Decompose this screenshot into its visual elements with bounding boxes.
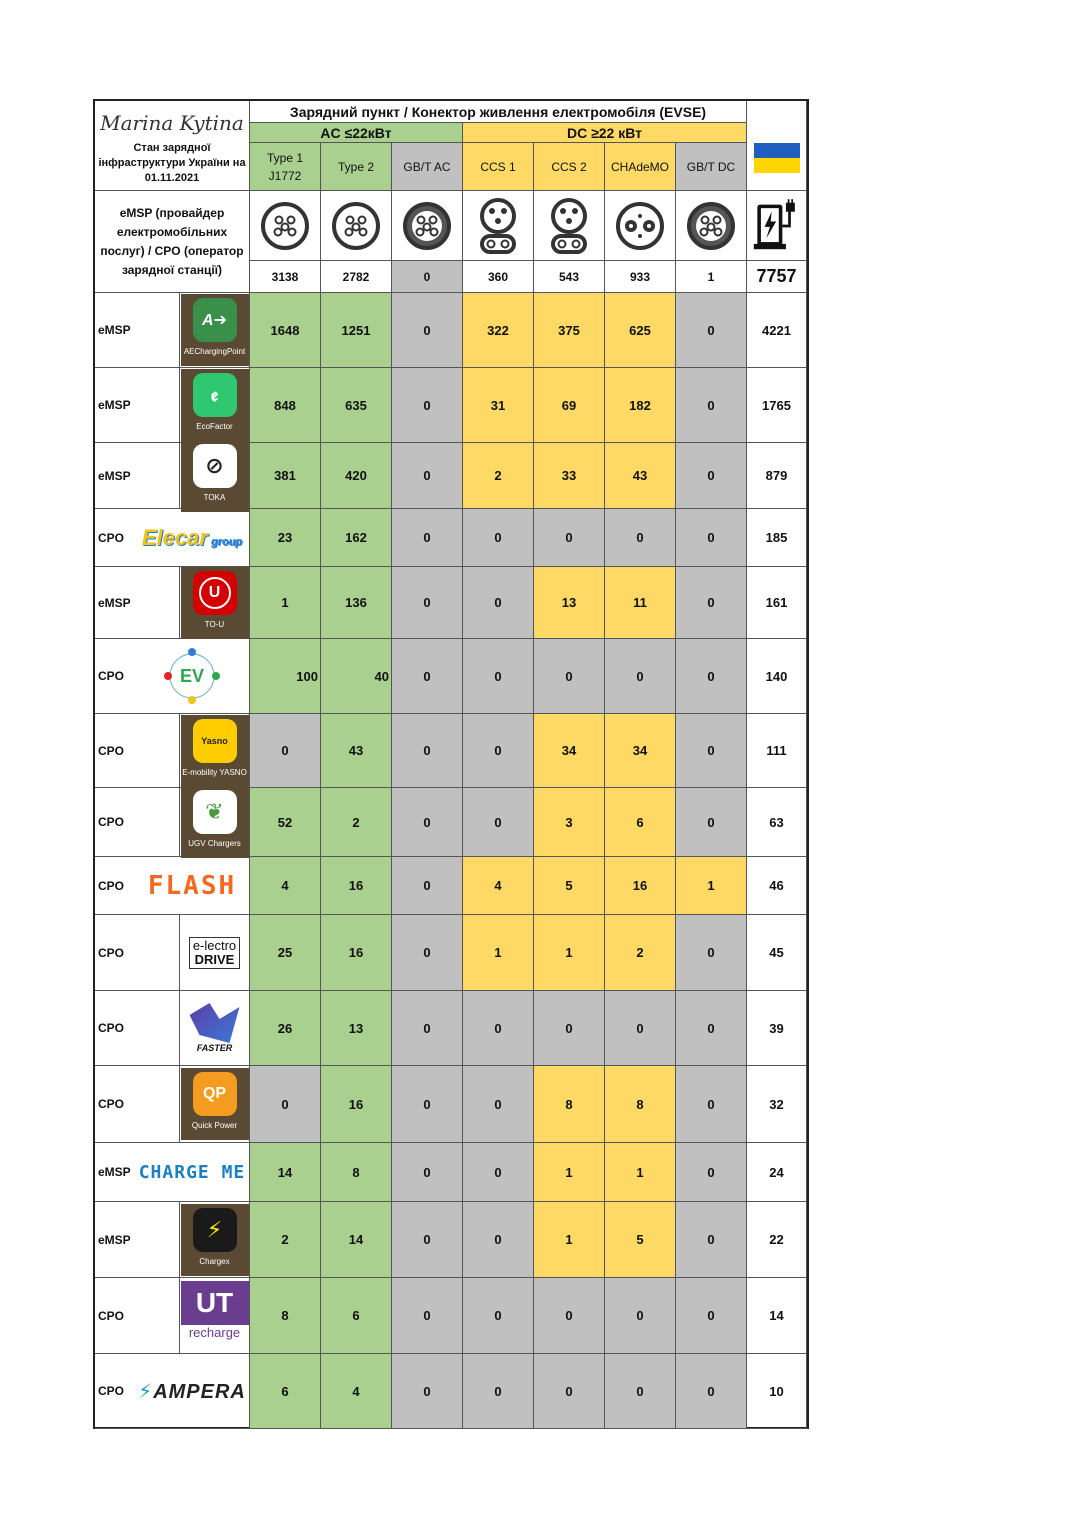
row-total: 22 [747, 1202, 807, 1278]
column-header-line: GB/T DC [686, 159, 736, 174]
table-cell: 8 [605, 1066, 676, 1143]
tou-logo: U TO-U [180, 567, 250, 639]
row-total: 140 [747, 639, 807, 714]
table-cell: 0 [534, 509, 605, 567]
column-header [676, 143, 747, 191]
table-title: Зарядний пункт / Конектор живлення електромобіля (EVSE) [250, 101, 747, 123]
flash-logo: FLASH [135, 857, 250, 915]
row-total: 46 [747, 857, 807, 915]
table-cell: 375 [534, 293, 605, 368]
table-cell: 1 [534, 1202, 605, 1278]
column-header-line: J1772 [268, 168, 302, 183]
faster-logo: FASTER [180, 991, 250, 1066]
ev-charging-table [93, 99, 809, 1429]
chademo-connector-icon [605, 191, 676, 261]
table-cell: 0 [250, 1066, 321, 1143]
table-cell: 0 [463, 1143, 534, 1202]
provider-header-line: eMSP (провайдер [119, 205, 225, 220]
row-role-label: CPO [95, 857, 135, 915]
table-cell: 43 [321, 714, 392, 788]
table-cell: 69 [534, 368, 605, 443]
column-header [392, 143, 463, 191]
table-cell: 1648 [250, 293, 321, 368]
row-total: 24 [747, 1143, 807, 1202]
table-cell: 23 [250, 509, 321, 567]
column-header-line: Type 2 [337, 159, 375, 174]
table-cell: 43 [605, 443, 676, 509]
chargex-logo: ⚡ Chargex [180, 1202, 250, 1278]
provider-header-line: послуг) / CPO (оператор [100, 243, 244, 258]
brand-block [95, 101, 250, 191]
table-cell: 0 [392, 1354, 463, 1429]
ut-logo: UT recharge [180, 1278, 250, 1354]
table-cell: 0 [392, 1066, 463, 1143]
row-role-label: CPO [95, 509, 135, 567]
table-cell: 4 [250, 857, 321, 915]
column-header [250, 143, 321, 191]
table-cell: 8 [321, 1143, 392, 1202]
ccs2-connector-icon [534, 191, 605, 261]
table-cell: 0 [463, 1354, 534, 1429]
grand-total: 7757 [747, 261, 807, 293]
table-cell: 26 [250, 991, 321, 1066]
table-cell: 1 [534, 1143, 605, 1202]
table-cell: 0 [676, 1354, 747, 1429]
table-cell: 1 [534, 915, 605, 991]
row-role-label: CPO [95, 1278, 180, 1354]
table-cell: 0 [463, 1066, 534, 1143]
quickpower-logo: QP Quick Power [180, 1066, 250, 1143]
table-cell: 0 [392, 915, 463, 991]
table-cell: 5 [605, 1202, 676, 1278]
type1-connector-icon [250, 191, 321, 261]
table-cell: 8 [534, 1066, 605, 1143]
ac-group-header: AC ≤22кВт [250, 123, 463, 143]
column-total: 0 [392, 261, 463, 293]
table-cell: 0 [676, 1202, 747, 1278]
row-role-label: eMSP [95, 443, 180, 509]
table-cell: 182 [605, 368, 676, 443]
table-cell: 1 [463, 915, 534, 991]
row-role-label: CPO [95, 714, 180, 788]
electrodrive-logo: e-lectro DRIVE [180, 915, 250, 991]
table-cell: 420 [321, 443, 392, 509]
table-cell: 14 [321, 1202, 392, 1278]
table-cell: 0 [676, 1143, 747, 1202]
provider-header-label [95, 191, 250, 293]
table-cell: 0 [676, 368, 747, 443]
table-cell: 0 [463, 639, 534, 714]
column-total: 3138 [250, 261, 321, 293]
table-cell: 0 [463, 509, 534, 567]
table-cell: 0 [392, 714, 463, 788]
column-header-line: CHAdeMO [610, 159, 669, 174]
row-role-label: eMSP [95, 1143, 135, 1202]
row-total: 39 [747, 991, 807, 1066]
table-cell: 13 [534, 567, 605, 639]
table-cell: 31 [463, 368, 534, 443]
row-total: 4221 [747, 293, 807, 368]
row-role-label: CPO [95, 1354, 135, 1429]
table-cell: 8 [250, 1278, 321, 1354]
table-cell: 0 [392, 509, 463, 567]
table-cell: 16 [321, 857, 392, 915]
subtitle-line: 01.11.2021 [144, 172, 200, 184]
row-total: 45 [747, 915, 807, 991]
table-cell: 0 [392, 991, 463, 1066]
table-cell: 1251 [321, 293, 392, 368]
row-total: 10 [747, 1354, 807, 1429]
table-cell: 6 [605, 788, 676, 857]
table-cell: 0 [676, 991, 747, 1066]
table-cell: 0 [676, 1278, 747, 1354]
table-cell: 100 [250, 639, 321, 714]
table-cell: 0 [392, 639, 463, 714]
column-total: 2782 [321, 261, 392, 293]
row-total: 63 [747, 788, 807, 857]
table-cell: 4 [321, 1354, 392, 1429]
ampera-logo: ⚡AMPERA [135, 1354, 250, 1429]
row-total: 1765 [747, 368, 807, 443]
table-cell: 635 [321, 368, 392, 443]
table-cell: 0 [463, 1278, 534, 1354]
elecar-logo: Elecar group [135, 509, 250, 567]
row-role-label: CPO [95, 915, 180, 991]
table-cell: 2 [463, 443, 534, 509]
row-role-label: eMSP [95, 368, 180, 443]
table-cell: 136 [321, 567, 392, 639]
table-cell: 0 [392, 443, 463, 509]
column-header [534, 143, 605, 191]
table-cell: 322 [463, 293, 534, 368]
table-cell: 0 [676, 443, 747, 509]
column-header [605, 143, 676, 191]
table-cell: 0 [392, 1143, 463, 1202]
column-header [321, 143, 392, 191]
report-subtitle [95, 141, 249, 186]
row-role-label: CPO [95, 788, 180, 857]
chargeme-logo: CHARGE ME [135, 1143, 250, 1202]
row-role-label: eMSP [95, 293, 180, 368]
table-cell: 0 [676, 567, 747, 639]
row-total: 161 [747, 567, 807, 639]
row-role-label: CPO [95, 1066, 180, 1143]
row-role-label: CPO [95, 639, 135, 714]
table-cell: 2 [250, 1202, 321, 1278]
provider-header-line: електромобільних [116, 224, 228, 239]
ecofactor-logo: ꬲ EcoFactor [180, 368, 250, 443]
table-cell: 16 [321, 915, 392, 991]
row-total: 14 [747, 1278, 807, 1354]
table-cell: 0 [605, 639, 676, 714]
table-cell: 381 [250, 443, 321, 509]
row-role-label: eMSP [95, 567, 180, 639]
row-total: 32 [747, 1066, 807, 1143]
table-cell: 0 [463, 567, 534, 639]
ugv-logo: ❦ UGV Chargers [180, 788, 250, 857]
provider-header-line: зарядної станції) [121, 262, 223, 277]
table-cell: 0 [534, 1278, 605, 1354]
yasno-logo: Yasno E-mobility YASNO [180, 714, 250, 788]
table-cell: 0 [534, 639, 605, 714]
row-role-label: eMSP [95, 1202, 180, 1278]
table-cell: 0 [605, 991, 676, 1066]
table-cell: 11 [605, 567, 676, 639]
table-cell: 625 [605, 293, 676, 368]
table-cell: 0 [676, 1066, 747, 1143]
column-header-line: GB/T AC [403, 159, 451, 174]
toka-logo: ⊘ TOKA [180, 443, 250, 509]
ae-logo: A➔ AEChargingPoint [180, 293, 250, 368]
table-cell: 0 [463, 714, 534, 788]
table-cell: 52 [250, 788, 321, 857]
table-cell: 1 [250, 567, 321, 639]
subtitle-line: інфраструктури України на [98, 157, 246, 169]
table-cell: 0 [534, 991, 605, 1066]
column-header [463, 143, 534, 191]
table-cell: 0 [392, 1202, 463, 1278]
table-cell: 3 [534, 788, 605, 857]
column-header-line: Type 1 [266, 150, 304, 165]
table-cell: 0 [605, 509, 676, 567]
table-cell: 1 [605, 1143, 676, 1202]
table-cell: 0 [392, 293, 463, 368]
column-total: 1 [676, 261, 747, 293]
column-header-line: CCS 1 [480, 159, 516, 174]
table-cell: 0 [676, 293, 747, 368]
ev-logo [135, 639, 250, 714]
column-total: 543 [534, 261, 605, 293]
dc-group-header: DC ≥22 кВт [463, 123, 747, 143]
brand-signature: Marina Kytina [100, 111, 244, 135]
ukraine-flag-icon [754, 143, 800, 173]
row-total: 111 [747, 714, 807, 788]
table-cell: 0 [392, 368, 463, 443]
table-cell: 40 [321, 639, 392, 714]
table-cell: 25 [250, 915, 321, 991]
table-cell: 0 [463, 1202, 534, 1278]
table-cell: 13 [321, 991, 392, 1066]
gbt-ac-connector-icon [392, 191, 463, 261]
table-cell: 0 [463, 788, 534, 857]
table-cell: 0 [534, 1354, 605, 1429]
row-total: 879 [747, 443, 807, 509]
table-cell: 0 [605, 1354, 676, 1429]
table-cell: 0 [392, 567, 463, 639]
row-role-label: CPO [95, 991, 180, 1066]
table-cell: 0 [605, 1278, 676, 1354]
table-cell: 0 [676, 714, 747, 788]
table-cell: 162 [321, 509, 392, 567]
table-cell: 5 [534, 857, 605, 915]
table-cell: 0 [463, 991, 534, 1066]
subtitle-line: Стан зарядної [133, 142, 211, 154]
table-cell: 6 [321, 1278, 392, 1354]
gbt-dc-connector-icon [676, 191, 747, 261]
column-total: 933 [605, 261, 676, 293]
column-header-line: CCS 2 [551, 159, 587, 174]
table-cell: 16 [321, 1066, 392, 1143]
table-cell: 0 [392, 788, 463, 857]
table-cell: 6 [250, 1354, 321, 1429]
row-total: 185 [747, 509, 807, 567]
flag-cell [747, 101, 807, 191]
svg-text:EV: EV [179, 666, 205, 686]
table-cell: 2 [605, 915, 676, 991]
table-cell: 0 [250, 714, 321, 788]
table-cell: 16 [605, 857, 676, 915]
table-cell: 0 [676, 788, 747, 857]
ccs1-connector-icon [463, 191, 534, 261]
table-cell: 0 [676, 639, 747, 714]
table-cell: 14 [250, 1143, 321, 1202]
table-cell: 0 [392, 857, 463, 915]
ev-charging-station-icon [747, 191, 807, 261]
table-cell: 2 [321, 788, 392, 857]
table-cell: 0 [392, 1278, 463, 1354]
table-cell: 34 [605, 714, 676, 788]
table-cell: 0 [676, 915, 747, 991]
type2-connector-icon [321, 191, 392, 261]
column-total: 360 [463, 261, 534, 293]
table-cell: 33 [534, 443, 605, 509]
table-cell: 34 [534, 714, 605, 788]
table-cell: 848 [250, 368, 321, 443]
table-cell: 4 [463, 857, 534, 915]
table-cell: 1 [676, 857, 747, 915]
table-cell: 0 [676, 509, 747, 567]
